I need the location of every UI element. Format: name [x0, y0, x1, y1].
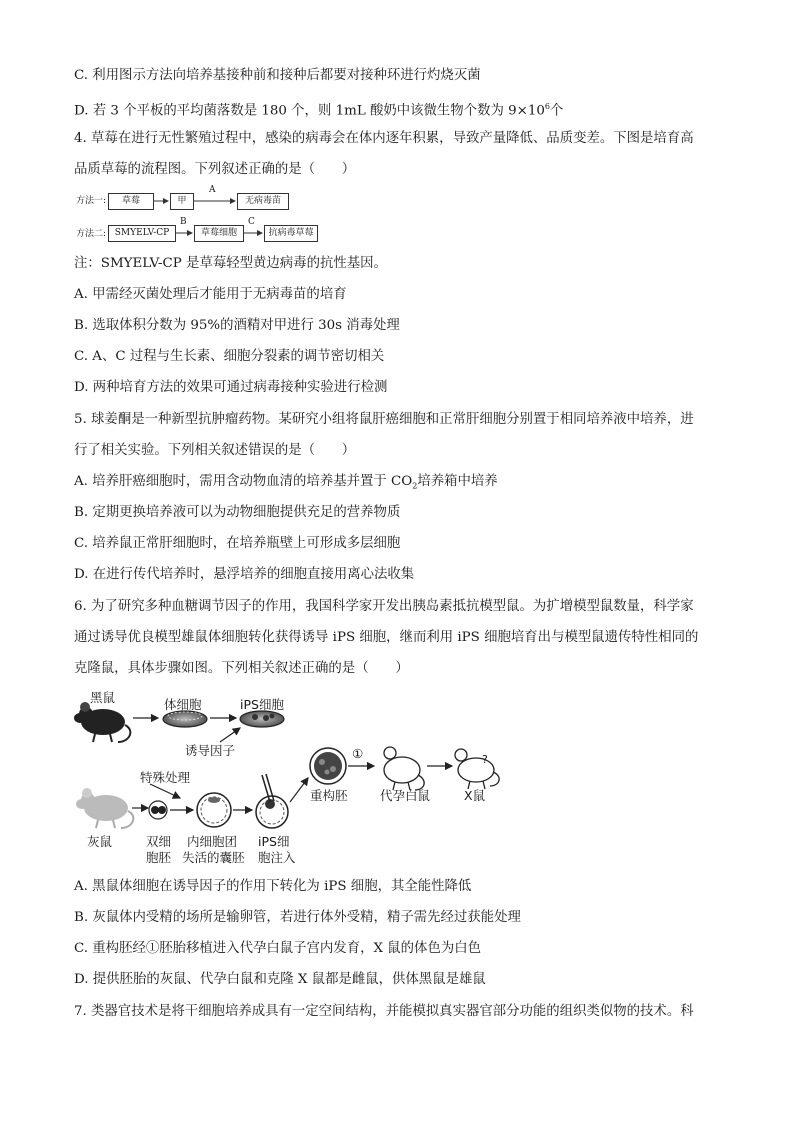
q5-option-a: A. 培养肝癌细胞时，需用含动物血清的培养基并置于 $CO_2$培养箱中培养 — [74, 474, 498, 491]
q5-stem-line1: 5. 球姜酮是一种新型抗肿瘤药物。某研究小组将鼠肝癌细胞和正常肝细胞分别置于相同培养液中培养，进 — [74, 412, 694, 427]
label-surrogate-mouse: 代孕白鼠 — [380, 788, 431, 803]
label-blastocyst-1: 内细胞团 — [187, 834, 238, 849]
q7-stem-line1: 7. 类器官技术是将干细胞培养成具有一定空间结构，并能模拟真实器官部分功能的组织类似物的技术。科 — [74, 1004, 694, 1019]
method1-label: 方法一: — [76, 196, 107, 206]
q4-note: 注：SMYELV-CP 是草莓轻型黄边病毒的抗性基因。 — [74, 256, 387, 271]
label-question-mark: ? — [482, 753, 488, 766]
label-somatic-cell: 体细胞 — [164, 697, 202, 712]
q4-option-b: B. 选取体积分数为 95%的酒精对甲进行 30s 消毒处理 — [74, 318, 400, 333]
q5-option-c: C. 培养鼠正常肝细胞时，在培养瓶壁上可形成多层细胞 — [74, 536, 401, 551]
ips-injection-icon — [256, 774, 288, 828]
box-gene: SMYELV-CP — [108, 225, 176, 242]
arrow-b-label: B — [180, 217, 187, 227]
grey-mouse-icon — [76, 788, 133, 828]
box-resistant-strawberry: 抗病毒草莓 — [264, 225, 318, 242]
q6-option-d: D. 提供胚胎的灰鼠、代孕白鼠和克隆 X 鼠都是雌鼠，供体黑鼠是雄鼠 — [74, 972, 486, 987]
q5-option-b: B. 定期更换培养液可以为动物细胞提供充足的营养物质 — [74, 505, 401, 520]
label-inducing-factor: 诱导因子 — [185, 743, 236, 758]
surrogate-white-mouse-icon — [384, 747, 424, 790]
two-cell-embryo-icon — [149, 801, 167, 819]
method2-label: 方法二: — [76, 229, 107, 239]
q5-option-d: D. 在进行传代培养时，悬浮培养的细胞直接用离心法收集 — [74, 567, 415, 582]
label-x-mouse: X鼠 — [464, 788, 486, 803]
label-reconstructed-embryo: 重构胚 — [310, 788, 348, 803]
q5-stem-line2: 行了相关实验。下列相关叙述错误的是（ ） — [74, 443, 356, 458]
box-strawberry-cell: 草莓细胞 — [194, 225, 244, 242]
black-mouse-icon — [74, 702, 130, 742]
label-ips-inject-1: iPS细 — [258, 834, 290, 849]
q6-diagram-graphics — [0, 680, 794, 870]
q4-option-d: D. 两种培育方法的效果可通过病毒接种实验进行检测 — [74, 380, 388, 395]
q4-stem-line2: 品质草莓的流程图。下列叙述正确的是（ ） — [74, 162, 356, 177]
arrow-c-label: C — [248, 217, 255, 227]
q6-option-b: B. 灰鼠体内受精的场所是输卵管，若进行体外受精，精子需先经过获能处理 — [74, 910, 521, 925]
label-special-treatment: 特殊处理 — [140, 770, 191, 785]
x-mouse-icon — [455, 749, 499, 789]
ips-cell-dish-icon — [240, 711, 284, 727]
label-grey-mouse: 灰鼠 — [87, 834, 113, 849]
q6-stem-line1: 6. 为了研究多种血糖调节因子的作用，我国科学家开发出胰岛素抵抗模型鼠。为扩增模型鼠数量，科学家 — [74, 599, 694, 614]
label-black-mouse: 黑鼠 — [90, 690, 116, 705]
arrow-a-label: A — [209, 185, 216, 195]
q6-stem-line3: 克隆鼠，具体步骤如图。下列相关叙述正确的是（ ） — [74, 661, 409, 676]
label-ips-cell: iPS细胞 — [240, 697, 284, 712]
q6-stem-line2: 通过诱导优良模型雄鼠体细胞转化获得诱导 iPS 细胞，继而利用 iPS 细胞培育出与模型鼠遗传特性相同的 — [74, 630, 699, 645]
box-virus-free: 无病毒苗 — [237, 193, 289, 210]
box-strawberry: 草莓 — [108, 193, 154, 210]
q4-option-c: C. A、C 过程与生长素、细胞分裂素的调节密切相关 — [74, 349, 385, 364]
label-two-cell-1: 双细 — [146, 834, 172, 849]
label-ips-inject-2: 胞注入 — [258, 850, 296, 865]
inactivated-blastocyst-icon — [197, 793, 231, 827]
option-c-previous: C. 利用图示方法向培养基接种前和接种后都要对接种环进行灼烧灭菌 — [74, 68, 481, 83]
reconstructed-embryo-icon — [310, 748, 346, 784]
q4-stem-line1: 4. 草莓在进行无性繁殖过程中，感染的病毒会在体内逐年积累，导致产量降低、品质变差。下图是培育高 — [74, 131, 694, 146]
label-step-1: ① — [352, 746, 364, 761]
label-two-cell-2: 胞胚 — [146, 850, 172, 865]
option-d-previous: D. 若 3 个平板的平均菌落数是 180 个，则 1mL 酸奶中该微生物个数为 $9\times 10^6$个 — [74, 102, 564, 119]
q4-option-a: A. 甲需经灭菌处理后才能用于无病毒苗的培育 — [74, 287, 347, 302]
q6-option-c: C. 重构胚经①胚胎移植进入代孕白鼠子宫内发育，X 鼠的体色为白色 — [74, 941, 482, 956]
box-jia: 甲 — [170, 193, 194, 210]
label-blastocyst-2: 失活的囊胚 — [182, 850, 245, 865]
q6-option-a: A. 黑鼠体细胞在诱导因子的作用下转化为 iPS 细胞，其全能性降低 — [74, 879, 472, 894]
somatic-cell-dish-icon — [163, 711, 207, 727]
